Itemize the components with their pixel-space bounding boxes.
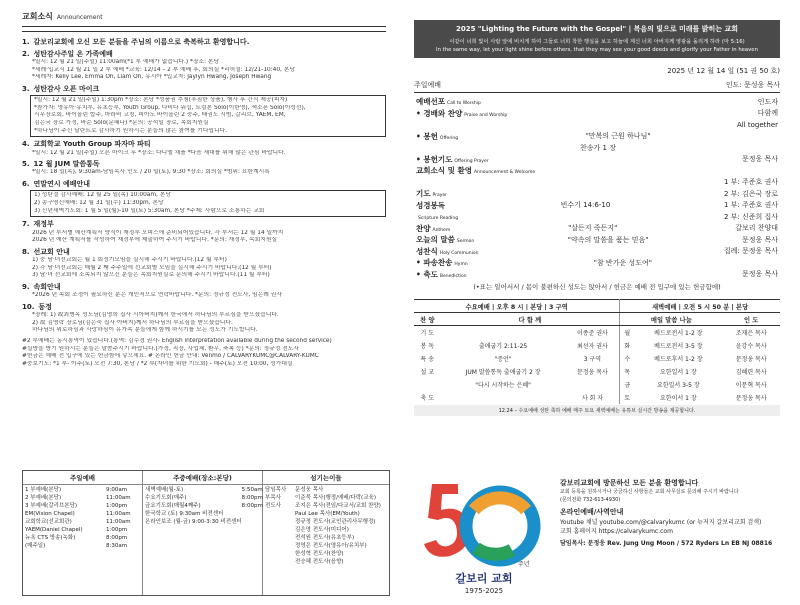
order-leader: 갈보리 찬양대 bbox=[735, 224, 778, 233]
theme-banner bbox=[414, 20, 780, 58]
table-cell: 3 구역 bbox=[566, 352, 620, 365]
table-row bbox=[414, 391, 780, 404]
table-cell: 목 bbox=[624, 368, 631, 376]
order-name bbox=[416, 108, 507, 119]
table-cell: 봉 독 bbox=[420, 342, 435, 350]
service-name: 3 부예배(갈리브본당) bbox=[25, 502, 78, 509]
extra-notes bbox=[22, 338, 386, 369]
table-cell: 윤강수 목사 bbox=[735, 342, 767, 350]
order-row bbox=[414, 108, 780, 120]
table-footnote: 12.24 – 수요예배 성탄 축하 예배 매주 토요 새벽예배는 유튜브 실시간 방송을 제공합니다. bbox=[414, 405, 780, 416]
order-name-ko: 성경봉독 bbox=[416, 200, 445, 210]
banner-title: 2025 "Lighting the Future with the Gospel" | 복음의 빛으로 미래를 밝히는 교회 bbox=[455, 25, 738, 33]
announcement-item bbox=[22, 160, 386, 177]
order-name-ko: 오늘의 말씀 bbox=[416, 235, 455, 245]
order-leader: 2 부: 신준희 집사 bbox=[723, 212, 778, 221]
staff-role: 부목사 bbox=[265, 494, 281, 501]
announcement-box bbox=[30, 95, 386, 137]
order-leader: 1 부: 주준호 권사 bbox=[723, 201, 778, 210]
announcement-title: 연말연시 예배안내 bbox=[33, 180, 91, 189]
announcement-line: *일시: 12 월 21 일(주일) 오픈 마이크 후 *장소: 다니엘 채플 *다음 세대를 위해 많은 관심 바랍니다. bbox=[32, 149, 286, 156]
extra-note: #중보기도: *1 부- 이주(토) 오전 7:30, 본당 / *2 부(자녀를 위한 기도회) - 매주(토) 오전 10:00, 성가대실 bbox=[22, 360, 293, 367]
announcement-number: 4. bbox=[22, 140, 30, 149]
order-name-ko: • 축도 bbox=[416, 269, 438, 279]
order-name-en: Praise and Worship bbox=[464, 112, 508, 118]
table-cell: 사 회 자 bbox=[566, 391, 620, 404]
order-row bbox=[414, 188, 780, 200]
weekday-worship-column bbox=[143, 471, 263, 595]
service-name: 한국학교 (토) 9:30am 비전센터 bbox=[145, 510, 224, 517]
announcement-item bbox=[22, 220, 386, 245]
table-cell: 베드로전서 3-5 장 bbox=[654, 342, 703, 350]
table-cell: 요한이서 1 장 bbox=[660, 394, 697, 402]
announcement-subtitle: Announcement bbox=[56, 14, 103, 21]
announcement-line: *세례자: Kelly Lee, Emma Oh, Liam Oh, 유시아 *입교자: Jaylyn Hwang, Joseph Hwang bbox=[32, 74, 272, 81]
service-name: 뉴욕 CTS 방송(녹화) bbox=[25, 534, 76, 541]
table-cell: 토 bbox=[624, 394, 631, 402]
order-name bbox=[416, 96, 481, 107]
announcement-line: *세례·입교식 12 월 21 일 2 부 예배 *교육: 12/14 – 2 부 예배 후, 회의실 *리허설: 12/21-10:40, 본당 bbox=[32, 66, 295, 73]
order-name-en: Hymn bbox=[454, 262, 468, 268]
order-name-en: Anthem bbox=[432, 227, 451, 233]
service-name: YAEM(Daniel Chapel) bbox=[25, 526, 83, 533]
announcement-heading bbox=[22, 85, 386, 94]
order-row bbox=[414, 119, 780, 131]
service-name: 교회학교(선교회관) bbox=[25, 518, 72, 525]
sunday-worship-column bbox=[23, 471, 143, 595]
table-cell bbox=[566, 378, 620, 391]
table-cell: 축 도 bbox=[420, 394, 435, 402]
order-leader: 다함께 bbox=[757, 109, 778, 118]
announcement-title: 성탄감사 오픈 마이크 bbox=[33, 84, 100, 93]
order-name bbox=[416, 223, 450, 234]
logo-50-graphic bbox=[414, 470, 554, 596]
order-name-en: Call to Worship bbox=[446, 101, 481, 107]
announcement-heading bbox=[22, 50, 386, 59]
table-cell: 김혜련 목사 bbox=[735, 368, 767, 376]
announcement-heading bbox=[22, 160, 386, 169]
order-name-en: Scripture Reading bbox=[418, 216, 459, 222]
order-row bbox=[414, 96, 780, 108]
announcement-title: 동정 bbox=[38, 302, 52, 311]
announcement-heading bbox=[22, 140, 386, 149]
order-leader: 집례: 문정웅 목사 bbox=[723, 247, 778, 256]
announcement-number: 9. bbox=[22, 282, 30, 291]
service-table bbox=[414, 299, 780, 404]
table-cell: 금 bbox=[624, 381, 631, 389]
staff-name: 전승혜 전도사(음향) bbox=[295, 558, 344, 565]
announcement-number: 5. bbox=[22, 160, 30, 169]
announcement-number: 10. bbox=[22, 302, 35, 311]
table-cell: 특 송 bbox=[420, 355, 435, 363]
order-row bbox=[414, 177, 780, 189]
table-cell: 문정웅 목사 bbox=[735, 355, 767, 363]
table-cell: 문정웅 목사 bbox=[566, 365, 620, 378]
service-name: 온라인보조 (월-금) 9:00-3:30 비전센터 bbox=[145, 518, 242, 525]
announcement-line: *일시: 18 일(목), 9:30am-담임목사 인도 / 20 일(토), 9:30 *장소: 회의실 *범위: 요한계시록 bbox=[32, 169, 270, 176]
order-leader: 문정웅 목사 bbox=[741, 235, 778, 244]
church-info bbox=[560, 478, 790, 548]
logo-sub: 주년 bbox=[518, 561, 530, 568]
service-name: (매주일) bbox=[25, 542, 46, 549]
welcome-title: 갈보리교회에 방문하신 모든 분을 환영합니다 bbox=[560, 479, 699, 487]
table-cell: 최선자 권사 bbox=[566, 339, 620, 352]
office-phone: (문의전화 732-613-4930) bbox=[560, 496, 621, 503]
order-name-en: Holy Communion bbox=[439, 250, 479, 256]
order-content: 찬송가 1 장 bbox=[580, 143, 616, 152]
table-cell: 요한일서 3-5 장 bbox=[657, 381, 700, 389]
order-name bbox=[416, 131, 458, 142]
order-name-ko: 성찬식 bbox=[416, 246, 438, 256]
service-name: 새벽예배(월-토) bbox=[145, 487, 184, 493]
order-name-en: Announcement & Welcome bbox=[473, 170, 536, 176]
announcement-item bbox=[22, 140, 386, 157]
service-time: 9:00am bbox=[106, 487, 128, 493]
table-cell: JUM 말씀통독 출애굽기 2 장 bbox=[465, 368, 541, 376]
announcement-line: *2026 년 속회 조정이 필요하신 분은 개인적으로 연락바랍니다. *문의: 정규정 전도사, 임은례 권사 bbox=[32, 292, 282, 299]
order-name-en: Sermon bbox=[456, 239, 475, 245]
announcement-title: 성탄감사주일 온 가족예배 bbox=[33, 49, 113, 58]
table-col-header: 찬 양 bbox=[414, 313, 441, 326]
announcement-item bbox=[22, 180, 386, 217]
announcement-number: 3. bbox=[22, 84, 30, 93]
dawn-service-head: 새벽예배 | 오전 5 시 50 분 | 본당 bbox=[620, 300, 780, 313]
announcement-number: 7. bbox=[22, 220, 30, 229]
announcement-line: *장례: 1) 故최병옥 성도님(김명희 집사 시아버지)께서 한국에서 하나님의 부르심을 받으셨습니다. bbox=[32, 312, 279, 319]
order-name bbox=[416, 154, 489, 165]
staff-name: 김은영 전도사(미디어) bbox=[295, 526, 349, 533]
bulletin-date: 2025 년 12 월 14 일 (51 권 50 호) bbox=[667, 67, 780, 75]
announcement-number: 6. bbox=[22, 180, 30, 189]
staff-column bbox=[263, 471, 389, 595]
service-name: 금요기도회(매월4째주) bbox=[145, 502, 201, 509]
order-name bbox=[416, 234, 474, 245]
order-name bbox=[416, 246, 478, 257]
pastor-address: 담임목사: 문정웅 Rev. Jung Ung Moon / 572 Ryders Ln EB NJ 08816 bbox=[560, 539, 773, 547]
order-name bbox=[416, 165, 535, 176]
sunday-worship-title: 주일예배 bbox=[23, 471, 142, 485]
table-cell: 조재은 목사 bbox=[735, 329, 767, 337]
worship-note: (•표는 일어서서 / 몸이 불편하신 성도는 앉아서 / 헌금은 예배 전 입구에 있는 헌금함에) bbox=[473, 283, 721, 291]
announcement-heading bbox=[22, 283, 386, 292]
table-col-header: 다 함 께 bbox=[441, 313, 620, 326]
announcement-title: 12 월 JUM 말씀통독 bbox=[33, 160, 100, 169]
announcement-box bbox=[30, 190, 386, 217]
welcome-text: 교회 등록을 원하시거나 궁금하신 사항들은 교회 사무실로 문의해 주시기 바랍니다 bbox=[560, 488, 739, 495]
announcement-line: 1) 중 남·녀선교회는 월 1 회정기모임을 실시해 주시기 바랍니다.(12 월 부터) bbox=[32, 257, 227, 264]
staff-name: 정규정 전도사(교인관리사무행정) bbox=[295, 518, 376, 525]
table-row bbox=[414, 378, 780, 391]
order-name-ko: 찬양 bbox=[416, 223, 431, 233]
announcement-title: 선교회 안내 bbox=[33, 247, 70, 256]
announcement-item bbox=[22, 248, 386, 280]
table-cell bbox=[414, 378, 441, 391]
table-cell: 기 도 bbox=[420, 329, 435, 337]
announcement-box-line: 시무장로회, 바이올린 합주, 마라비 코칭, 피아노 바이올린 2 중주, 태권도 시범, 갈리브, YAEM, EM, bbox=[34, 112, 286, 119]
service-name: 2 부예배(본당) bbox=[25, 494, 62, 501]
online-title: 온라인예배/사역안내 bbox=[560, 508, 624, 517]
table-cell: 이종준 권사 bbox=[566, 326, 620, 339]
service-time: 8:00pm bbox=[241, 494, 263, 501]
youtube-link[interactable]: Youtube 채널 youtube.com/@calvarykumc (or 뉴저지 갈보리교회 검색) bbox=[560, 519, 762, 527]
order-leader: All together bbox=[736, 120, 778, 129]
order-content: 빈수기 14:6-10 bbox=[560, 201, 611, 210]
announcement-box-line: 3) 신년새벽기도회: 1 월 5 일(월)-10 일(토) 5:30am, 본당 *주제: 사람으로 소통하는 교회 bbox=[34, 207, 265, 214]
announcement-box-line: 김은국 장로 가정, 바순 Solo(문혜나) *문의: 공석일 장로, 목회지원실 bbox=[34, 120, 209, 127]
announcement-line: 2026 년 부서별 예산계획서 양식이 재정부 오피스에 준비되어있습니다. 각 부서는 12 월 14 일까지 bbox=[32, 229, 284, 236]
order-row bbox=[414, 142, 780, 154]
table-cell: "다시 시작하는 은혜" bbox=[475, 381, 531, 389]
staff-name: 문성웅 목사 bbox=[295, 487, 324, 493]
announcement-item bbox=[22, 303, 386, 335]
table-cell: 베드로전서 1-2 장 bbox=[654, 329, 703, 337]
table-cell: "증언" bbox=[494, 355, 512, 363]
announcement-title: 갈보리교회에 오신 모든 분들을 주님의 이름으로 축복하고 환영합니다. bbox=[33, 37, 250, 46]
table-cell: 화 bbox=[624, 342, 631, 350]
table-cell: 베드로후서 1-2 장 bbox=[654, 355, 703, 363]
extra-note: #2 부예배는 동시통역이 있습니다.(통역: 김수경 권사- English interpretation available during the second service) bbox=[22, 337, 332, 344]
announcement-line: 2) 故 김영락 장로님(김은숙 집사 아버지)께서 하나님의 부르심을 받으셨습니다. bbox=[32, 319, 233, 326]
table-row bbox=[414, 326, 780, 339]
service-time: 11:00am bbox=[106, 510, 131, 517]
order-content: "살든지 죽든지" bbox=[568, 224, 618, 233]
service-time: 8:30am bbox=[106, 542, 128, 549]
staff-name: 전석원 전도사(유초등부) bbox=[295, 534, 355, 541]
announcement-title: 속회안내 bbox=[33, 282, 61, 291]
table-cell bbox=[441, 391, 566, 404]
announcement-item bbox=[22, 85, 386, 137]
announcement-heading bbox=[22, 220, 386, 229]
table-cell bbox=[441, 326, 566, 339]
order-name-en: Prayer bbox=[432, 193, 448, 199]
order-row bbox=[414, 223, 780, 235]
table-cell: 설 교 bbox=[420, 368, 435, 376]
staff-name: Paul Lee 목사(EM/Youth) bbox=[295, 510, 360, 517]
table-row bbox=[414, 339, 780, 352]
order-content: "만복의 근원 하나님" bbox=[585, 132, 651, 141]
order-name bbox=[416, 257, 468, 268]
order-name-ko: • 봉헌기도 bbox=[416, 154, 453, 164]
service-time: 11:00am bbox=[106, 518, 131, 525]
order-leader: 2 부: 김은국 장로 bbox=[723, 189, 778, 198]
announcement-line: 3) 남·녀 선교회에 소속되지 않으신 분들은 목회지원실로 문의해 주시기 바랍니다.(11 월 부터) bbox=[32, 272, 270, 279]
table-cell: 수 bbox=[624, 355, 631, 363]
order-leader: 문정웅 목사 bbox=[741, 270, 778, 279]
order-content: "참 반가운 성도여" bbox=[593, 258, 652, 267]
table-cell: 이문혁 목사 bbox=[735, 381, 767, 389]
staff-name: 조지은 목사(전임/다교서/교회 찬양) bbox=[295, 502, 381, 509]
announcement-box-line: *하나님이 주신 달란트로 감사하기 원하시는 분들의 많은 참여를 기다립니다. bbox=[34, 127, 228, 134]
announcement-box-line: 2) 송구영신예배: 12 월 31 일(수) 11:30pm, 본당 bbox=[34, 200, 164, 206]
order-row bbox=[414, 200, 780, 212]
order-name-ko: • 파송찬송 bbox=[416, 258, 453, 268]
logo-church-name: 갈보리 교회 bbox=[455, 572, 513, 585]
announcement-line: 하나님의 위로하심과 사랑하심이 유가족 분들에게 함께 하시기를 모든 성도가 기도합니다. bbox=[32, 327, 258, 334]
weekday-worship-title: 주중예배(장소:본당) bbox=[143, 471, 262, 485]
order-name-en: Offering bbox=[439, 135, 459, 141]
table-col-header: 인 도 bbox=[722, 313, 780, 326]
table-cell: 출애굽기 2:11-25 bbox=[478, 342, 528, 350]
order-row bbox=[414, 165, 780, 177]
order-row bbox=[414, 154, 780, 166]
service-name: 1 부예배(본당) bbox=[25, 487, 62, 493]
announcement-number: 2. bbox=[22, 49, 30, 58]
order-row bbox=[414, 269, 780, 281]
table-row bbox=[414, 352, 780, 365]
order-leader: 1 부: 주준호 권사 bbox=[723, 178, 778, 187]
order-name-en: Benediction bbox=[439, 273, 467, 279]
order-name-ko: • 봉헌 bbox=[416, 131, 438, 141]
homepage-link[interactable]: 교회 홈페이지 https://calvarykumc.com bbox=[560, 528, 673, 536]
order-of-worship bbox=[414, 96, 780, 280]
announcement-heading bbox=[22, 303, 386, 312]
order-name bbox=[416, 212, 458, 221]
service-name: EM(Vision Chapel) bbox=[25, 510, 75, 517]
staff-name: 정영은 전도사(영유아/유치부) bbox=[295, 542, 367, 549]
staff-title: 섬기는이들 bbox=[263, 471, 389, 485]
order-name bbox=[416, 188, 447, 199]
extra-note: #헌금은 예배 전 입구에 있는 헌금함에 넣으세요. # 온라인 헌금 안내: Venmo / CALVARYKUMC@CALVARY-KUMC bbox=[22, 353, 319, 360]
announcement-heading bbox=[22, 248, 386, 257]
order-row bbox=[414, 257, 780, 269]
announcement-box-line: *일시: 12 월 21 일(주일) 1:30pm *장소: 본당 *성품권 추첨(푸짐한 상품), 행사 후 간식 제공(피자) bbox=[34, 97, 288, 104]
table-row bbox=[414, 365, 780, 378]
table-cell: 월 bbox=[624, 329, 631, 337]
service-time: 5:50am bbox=[241, 487, 263, 493]
order-name bbox=[416, 269, 467, 280]
service-time: 1:00pm bbox=[106, 502, 128, 509]
announcement-heading bbox=[22, 38, 386, 47]
announcement-box-line: *참가자: 영유아·유치부, 유초등부, Youth Group, 다비다 워십, 트럼본 Solo(이한영), 색소폰 Solo(이성선), bbox=[34, 104, 306, 111]
table-cell: 요한일서 1 장 bbox=[660, 368, 697, 376]
staff-name: 이준묵 목사(행정/예배/다락(교육) bbox=[295, 494, 376, 501]
table-cell: 문정웅 목사 bbox=[735, 394, 767, 402]
wednesday-service-head: 수요예배 | 오후 8 시 | 본당 | 3 구역 bbox=[414, 300, 620, 313]
order-name-en: Offering Prayer bbox=[454, 158, 489, 164]
anniversary-logo bbox=[414, 470, 554, 596]
announcement-line: 2026 년 예산 계획서를 작성하여 재정부에 제출하여 주시기 바랍니다. *문의: 재정부, 목회지원실 bbox=[32, 237, 278, 244]
staff-name: 한성혁 전도사(찬양) bbox=[295, 550, 344, 557]
table-col-header: 매일 말씀 나눔 bbox=[620, 313, 723, 326]
order-content: "약속의 말씀을 품는 믿음" bbox=[567, 235, 649, 244]
order-name bbox=[416, 178, 418, 187]
order-leader: 인도자 bbox=[757, 97, 778, 106]
service-title: 주일예배 bbox=[414, 81, 442, 89]
announcement-box-line: 1) 성탄절 감사예배: 12 월 25 일(목) 10:00am, 본당 bbox=[34, 192, 171, 199]
announcement-title: 교회소식 bbox=[22, 12, 53, 21]
order-row bbox=[414, 211, 780, 223]
service-time: 8:00pm bbox=[106, 534, 128, 541]
announcement-number: 1. bbox=[22, 37, 30, 46]
announcement-title: 재정부 bbox=[33, 220, 54, 229]
order-name-ko: 예배선포 bbox=[416, 97, 445, 107]
order-name bbox=[416, 200, 447, 211]
service-time: 8:00pm bbox=[241, 502, 263, 509]
announcement-heading bbox=[22, 180, 386, 189]
order-row bbox=[414, 234, 780, 246]
announcement-item bbox=[22, 283, 386, 300]
logo-years: 1975-2025 bbox=[464, 587, 504, 595]
order-name-ko: 기도 bbox=[416, 189, 431, 199]
order-row bbox=[414, 131, 780, 143]
announcement-number: 8. bbox=[22, 247, 30, 256]
announcement-header bbox=[22, 12, 386, 27]
announcement-list bbox=[22, 31, 386, 335]
service-time: 11:00am bbox=[106, 494, 131, 501]
staff-role: 담임목사 bbox=[265, 487, 287, 493]
announcement-item bbox=[22, 50, 386, 82]
weekly-schedule bbox=[22, 470, 390, 596]
staff-role: 전도사 bbox=[265, 502, 281, 509]
banner-verse-ko: 이같이 너희 빛이 사람 앞에 비치게 하여 그들로 너희 착한 행실을 보고 하늘에 계신 너희 아버지께 영광을 돌리게 하라 (마 5:16) bbox=[449, 39, 745, 45]
order-leader: 문정웅 목사 bbox=[741, 155, 778, 164]
order-name bbox=[416, 120, 418, 129]
announcement-line: *일시: 12 월 21 일(주일) 11:00am(*1 부 예배가 없습니다.) *장소: 본당 bbox=[32, 59, 220, 66]
announcement-title: 교회학교 Youth Group 파자마 파티 bbox=[33, 140, 151, 149]
banner-verse-en: In the same way, let your light shine before others, that they may see your good deeds and glorify your Father in heaven bbox=[436, 47, 758, 53]
announcement-line: 2) 각 남·녀선교회는 매월 2 째 주주일에 선교회별 모임을 실시해 주시기 바랍니다.(12 월 부터) bbox=[32, 264, 272, 271]
service-leader: 인도: 문성웅 목사 bbox=[725, 81, 780, 89]
extra-note: #실방을 방기 원하시는 분들은 말씀주시기 바랍니다.(가정, 직장, 사업체, 환우, 축복 등) *문의: 정규정 전도사 bbox=[22, 345, 299, 352]
service-time: 1:00pm bbox=[106, 526, 128, 533]
order-name-ko: • 경배와 찬양 bbox=[416, 108, 463, 118]
order-row bbox=[414, 246, 780, 258]
service-name: 수요기도회(매주) bbox=[145, 494, 187, 501]
order-name-ko: 교회소식 및 환영 bbox=[416, 166, 472, 176]
announcement-item bbox=[22, 38, 386, 47]
